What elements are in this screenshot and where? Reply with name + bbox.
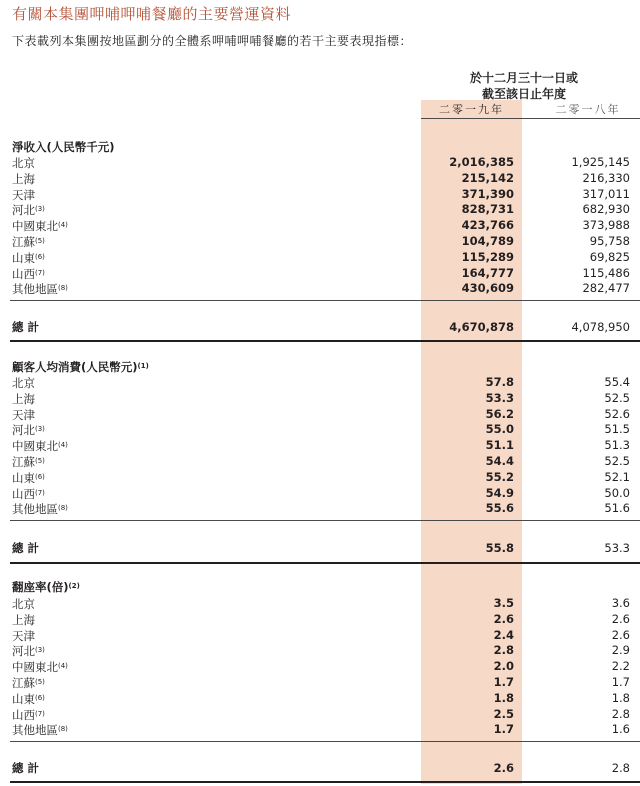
table-row (0, 187, 640, 202)
footnote-marker: (8) (58, 284, 68, 293)
region-label: 上海 (12, 391, 35, 406)
footnote-marker: (3) (35, 205, 45, 214)
total-prior: 2.8 (611, 761, 630, 775)
value-current: 2.6 (493, 611, 514, 626)
table-row (0, 171, 640, 186)
region-label: 中國東北$^{(4)}$ (12, 660, 68, 675)
region-label: 山東$^{(6)}$ (12, 691, 45, 706)
value-prior: 55.4 (604, 375, 630, 389)
region-label: 江蘇$^{(5)}$ (12, 455, 45, 469)
region-label: 北京 (12, 597, 35, 611)
value-current: 115,289 (461, 249, 514, 264)
region-label: 其他地區$^{(8)}$ (12, 502, 68, 517)
revenue-total-rule (10, 340, 640, 342)
turnover-total-rule (10, 781, 640, 783)
header-line-2: 截至該日止年度 (481, 87, 566, 101)
region-label: 北京 (12, 376, 35, 390)
region-label: 河北$^{(3)}$ (12, 644, 45, 659)
value-prior: 69,825 (589, 249, 630, 264)
value-current: 55.2 (485, 469, 514, 484)
value-current: 371,390 (461, 186, 514, 201)
table-row (0, 722, 640, 737)
value-current: 104,789 (461, 234, 514, 248)
table-row (0, 691, 640, 706)
table-row (0, 470, 640, 485)
turnover-total-row (0, 761, 640, 776)
spending-total-rule (10, 562, 640, 564)
table-row (0, 391, 640, 406)
table-row (0, 218, 640, 233)
value-current: 54.4 (485, 454, 514, 468)
total-prior: 53.3 (604, 541, 630, 555)
table-row (0, 250, 640, 265)
footnote-marker: (8) (58, 725, 68, 734)
region-label: 山西$^{(7)}$ (12, 707, 45, 722)
value-current: 1.7 (493, 675, 514, 689)
value-current: 828,731 (461, 202, 514, 217)
value-current: 51.1 (485, 438, 514, 453)
value-prior: 51.6 (604, 501, 630, 516)
table-row (0, 281, 640, 296)
region-label: 江蘇$^{(5)}$ (12, 235, 45, 249)
total-current: 2.6 (493, 761, 514, 775)
page-title: 有關本集團呷哺呷哺餐廳的主要營運資料 (12, 5, 292, 23)
region-label: 其他地區$^{(8)}$ (12, 723, 68, 738)
value-current: 2.0 (493, 659, 514, 674)
section-title-revenue: 淨收入(人民幣千元) (12, 140, 115, 154)
value-prior: 216,330 (582, 170, 630, 185)
value-prior: 52.1 (604, 469, 630, 484)
region-label: 上海 (12, 612, 35, 627)
footnote-marker: (8) (58, 504, 68, 513)
total-current: 4,670,878 (449, 320, 514, 334)
value-current: 55.0 (485, 422, 514, 437)
value-current: 1.8 (493, 690, 514, 705)
value-prior: 1,925,145 (571, 155, 630, 169)
region-label: 山東$^{(6)}$ (12, 250, 45, 265)
section-title-turnover: 翻座率(倍)$^{(2)}$ (12, 580, 80, 594)
value-current: 53.3 (485, 390, 514, 405)
value-prior: 52.5 (604, 454, 630, 468)
year-current-header: 二零一九年 (439, 103, 504, 116)
value-prior: 282,477 (582, 281, 630, 296)
region-label: 山東$^{(6)}$ (12, 470, 45, 485)
value-current: 2,016,385 (449, 155, 514, 169)
revenue-total-row (0, 320, 640, 335)
footnote-marker: (3) (35, 425, 45, 434)
value-prior: 373,988 (582, 218, 630, 233)
table-row (0, 659, 640, 674)
table-row (0, 501, 640, 516)
value-current: 2.4 (493, 627, 514, 642)
value-prior: 51.5 (604, 422, 630, 437)
table-row (0, 675, 640, 690)
value-prior: 1.8 (611, 690, 630, 705)
value-prior: 52.5 (604, 390, 630, 405)
footnote-marker: (4) (58, 441, 68, 450)
footnote-marker: (3) (35, 646, 45, 655)
region-label: 中國東北$^{(4)}$ (12, 439, 68, 454)
table-row (0, 155, 640, 170)
value-prior: 50.0 (604, 485, 630, 500)
value-prior: 115,486 (582, 265, 630, 280)
region-label: 北京 (12, 156, 35, 170)
total-label: 總計 (12, 761, 43, 775)
value-prior: 682,930 (582, 202, 630, 217)
value-current: 2.8 (493, 643, 514, 658)
value-current: 164,777 (461, 265, 514, 280)
footnote-marker: (7) (35, 709, 45, 718)
region-label: 山西$^{(7)}$ (12, 266, 45, 281)
footnote-marker: (4) (58, 221, 68, 230)
total-prior: 4,078,950 (571, 320, 630, 334)
header-line-1: 於十二月三十一日或 (469, 71, 578, 85)
table-row (0, 596, 640, 611)
region-label: 天津 (12, 187, 35, 202)
spending-total-row (0, 541, 640, 556)
value-prior: 51.3 (604, 438, 630, 453)
footnote-marker: (5) (35, 457, 45, 465)
footnote-marker: (7) (35, 268, 45, 277)
table-row (0, 375, 640, 390)
table-row (0, 202, 640, 217)
value-prior: 2.6 (611, 611, 630, 626)
footnote-marker: (6) (35, 252, 45, 261)
section-title-spending: 顧客人均消費(人民幣元)$^{(1)}$ (12, 360, 149, 374)
value-prior: 1.6 (611, 722, 630, 737)
turnover-subtotal-rule (10, 741, 640, 742)
value-prior: 52.6 (604, 406, 630, 421)
footnote-marker: (6) (35, 693, 45, 702)
footnote-marker: (5) (35, 678, 45, 686)
table-row (0, 454, 640, 469)
region-label: 江蘇$^{(5)}$ (12, 676, 45, 690)
value-prior: 2.2 (611, 659, 630, 674)
total-label: 總計 (12, 541, 43, 555)
table-row (0, 707, 640, 722)
revenue-subtotal-rule (10, 300, 640, 301)
value-prior: 1.7 (611, 675, 630, 689)
region-label: 天津 (12, 407, 35, 422)
region-label: 上海 (12, 171, 35, 186)
table-row (0, 422, 640, 437)
header-rule (421, 118, 640, 119)
value-current: 57.8 (485, 375, 514, 389)
year-prior-header: 二零一八年 (555, 103, 621, 116)
table-row (0, 234, 640, 249)
region-label: 中國東北$^{(4)}$ (12, 219, 68, 234)
value-current: 1.7 (493, 722, 514, 737)
value-current: 56.2 (485, 406, 514, 421)
table-row (0, 643, 640, 658)
footnote-marker: (4) (58, 662, 68, 671)
value-prior: 317,011 (582, 186, 630, 201)
page-subtitle: 下表載列本集團按地區劃分的全體系呷哺呷哺餐廳的若干主要表現指標： (12, 34, 413, 48)
value-prior: 95,758 (589, 234, 630, 248)
table-row (0, 266, 640, 281)
region-label: 河北$^{(3)}$ (12, 203, 45, 218)
value-current: 430,609 (461, 281, 514, 296)
value-current: 423,766 (461, 218, 514, 233)
table-row (0, 486, 640, 501)
footnote-marker: (6) (35, 472, 45, 481)
region-label: 其他地區$^{(8)}$ (12, 282, 68, 297)
footnote-marker: (5) (35, 237, 45, 245)
value-prior: 2.8 (611, 706, 630, 721)
table-row (0, 438, 640, 453)
value-current: 55.6 (485, 501, 514, 516)
region-label: 天津 (12, 628, 35, 643)
value-prior: 3.6 (611, 596, 630, 610)
footnote-marker: (7) (35, 488, 45, 497)
value-current: 215,142 (461, 170, 514, 185)
value-prior: 2.6 (611, 627, 630, 642)
table-row (0, 612, 640, 627)
value-prior: 2.9 (611, 643, 630, 658)
total-label: 總計 (12, 320, 43, 334)
spending-subtotal-rule (10, 520, 640, 521)
region-label: 河北$^{(3)}$ (12, 423, 45, 438)
value-current: 3.5 (493, 596, 514, 610)
value-current: 54.9 (485, 485, 514, 500)
total-current: 55.8 (485, 541, 514, 555)
region-label: 山西$^{(7)}$ (12, 486, 45, 501)
value-current: 2.5 (493, 706, 514, 721)
table-row (0, 628, 640, 643)
table-row (0, 407, 640, 422)
